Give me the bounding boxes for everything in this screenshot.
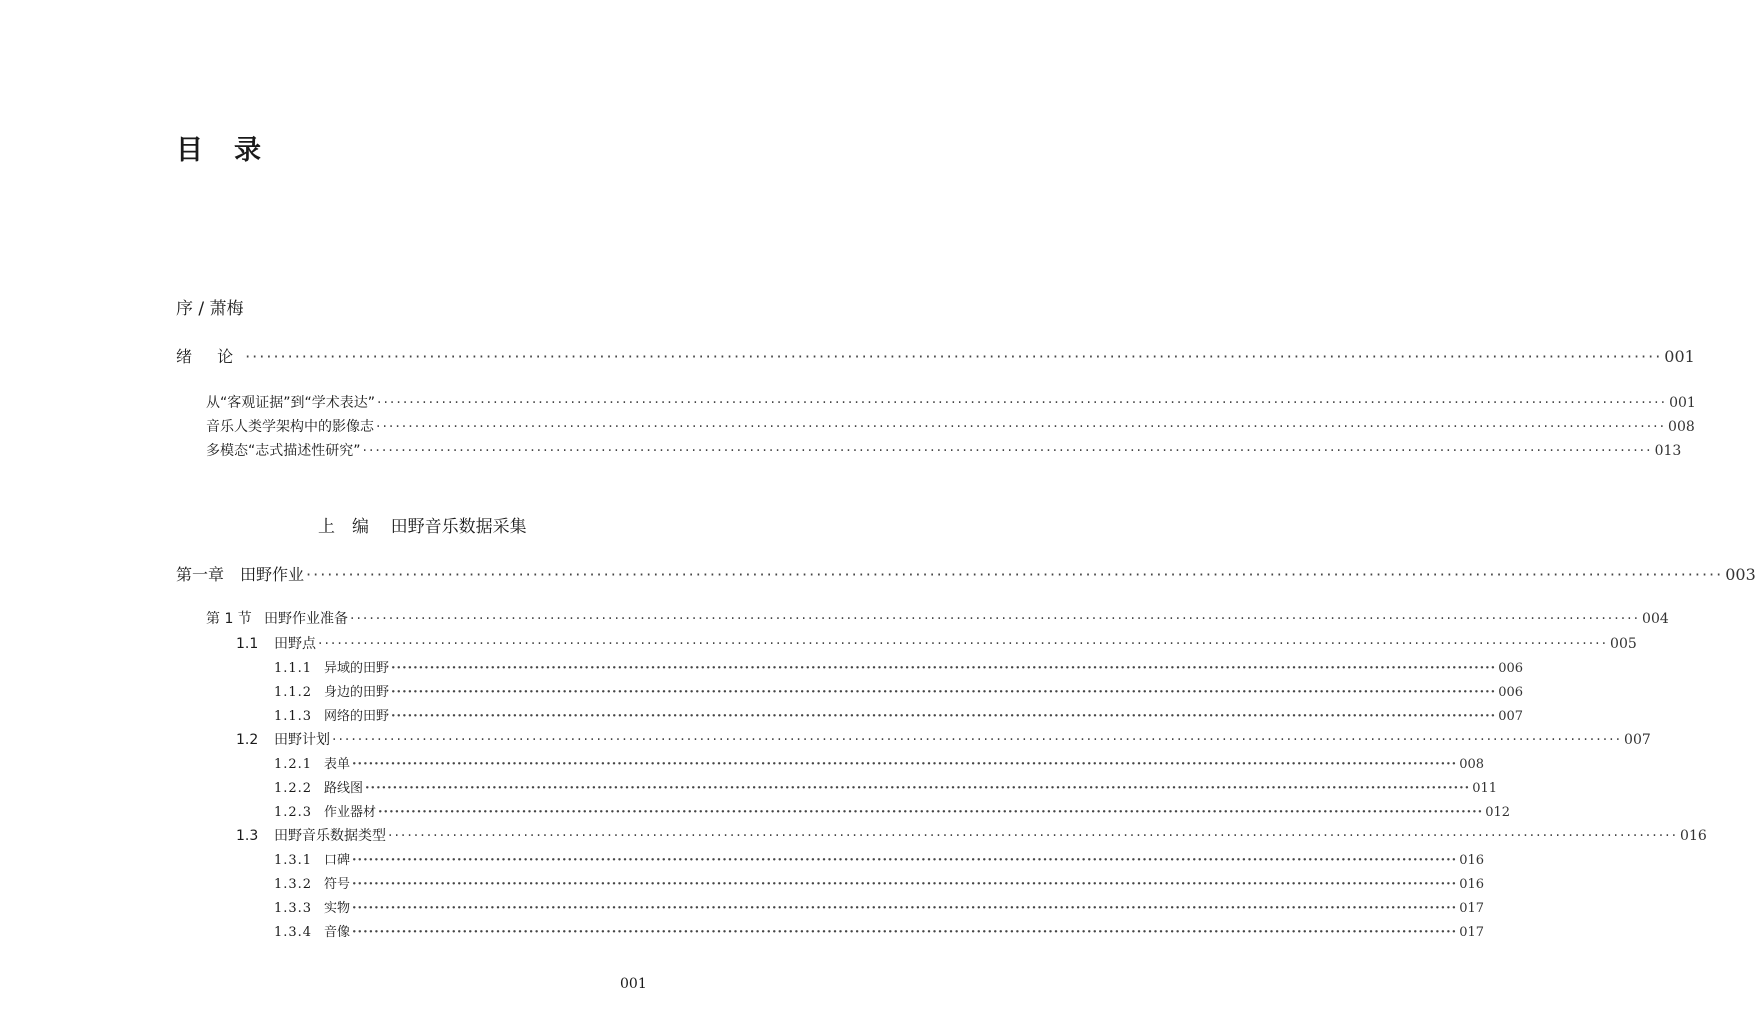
dot-leader: ········································································································································································································	[352, 925, 1458, 940]
subsection-title: 田野音乐数据类型	[274, 828, 386, 844]
toc-entry-page: 016	[1459, 877, 1485, 892]
item-number: 1.2.2	[274, 781, 313, 796]
toc-entry-item[interactable]	[274, 849, 1485, 868]
toc-entry-intro[interactable]	[176, 344, 1695, 367]
toc-entry-page: 008	[1668, 419, 1695, 435]
toc-entry-section[interactable]	[206, 608, 1669, 628]
item-title: 网络的田野	[324, 709, 390, 724]
dot-leader: ········································································································································································································	[376, 419, 1667, 435]
dot-leader: ········································································································································································································	[365, 781, 1471, 796]
toc-entry-item[interactable]	[274, 681, 1524, 700]
toc-entry-chapter[interactable]	[176, 562, 1756, 585]
item-number: 1.3.4	[274, 925, 313, 940]
toc-entry-page: 017	[1459, 925, 1485, 940]
item-title: 路线图	[324, 781, 364, 796]
page-number: 001	[620, 976, 647, 992]
subsection-number: 1.3	[236, 828, 259, 844]
toc-entry-label: 多模态“志式描述性研究”	[206, 443, 361, 459]
toc-entry-subsection[interactable]	[236, 633, 1637, 653]
item-number: 1.1.3	[274, 709, 313, 724]
dot-leader: ········································································································································································································	[350, 611, 1641, 627]
item-title: 异域的田野	[324, 661, 390, 676]
item-number: 1.1.2	[274, 685, 313, 700]
dot-leader: ········································································································································································································	[378, 805, 1484, 820]
dot-leader: ········································································································································································································	[352, 757, 1458, 772]
dot-leader: ········································································································································································································	[352, 853, 1458, 868]
dot-leader: ········································································································································································································	[391, 709, 1497, 724]
section-number: 第 1 节	[206, 611, 252, 627]
subsection-title: 田野计划	[274, 732, 330, 748]
dot-leader: ········································································································································································································	[388, 828, 1679, 844]
dot-leader: ········································································································································································································	[332, 732, 1623, 748]
item-number: 1.3.2	[274, 877, 313, 892]
dot-leader: ········································································································································································································	[352, 901, 1458, 916]
toc-entry-intro-item[interactable]	[206, 440, 1682, 460]
dot-leader: ········································································································································································································	[245, 347, 1663, 366]
toc-entry-page: 006	[1498, 661, 1524, 676]
toc-entry-page: 016	[1459, 853, 1485, 868]
dot-leader: ········································································································································································································	[391, 661, 1497, 676]
dot-leader: ········································································································································································································	[377, 395, 1668, 411]
toc-entry-page: 005	[1610, 636, 1637, 652]
subsection-number: 1.1	[236, 636, 259, 652]
subsection-title: 田野点	[274, 636, 316, 652]
item-title: 符号	[324, 877, 351, 892]
chapter-title: 田野作业	[240, 565, 305, 584]
item-number: 1.1.1	[274, 661, 313, 676]
toc-entry-page: 003	[1725, 565, 1756, 584]
toc-entry-label: 音乐人类学架构中的影像志	[206, 419, 374, 435]
toc-entry-item[interactable]	[274, 801, 1511, 820]
section-title: 田野作业准备	[264, 611, 348, 627]
toc-entry-item[interactable]	[274, 873, 1485, 892]
item-title: 作业器材	[324, 805, 377, 820]
item-title: 实物	[324, 901, 351, 916]
toc-entry-item[interactable]	[274, 921, 1485, 940]
dot-leader: ········································································································································································································	[318, 636, 1609, 652]
toc-entry-item[interactable]	[274, 897, 1485, 916]
toc-entry-item[interactable]	[274, 705, 1524, 724]
dot-leader: ········································································································································································································	[306, 565, 1724, 584]
item-number: 1.2.1	[274, 757, 313, 772]
toc-entry-item[interactable]	[274, 753, 1485, 772]
toc-entry-page: 001	[1669, 395, 1696, 411]
dot-leader: ········································································································································································································	[391, 685, 1497, 700]
toc-entry-page: 007	[1624, 732, 1651, 748]
dot-leader: ········································································································································································································	[362, 443, 1653, 459]
toc-entry-page: 016	[1680, 828, 1707, 844]
toc-entry-page: 006	[1498, 685, 1524, 700]
toc-entry-label: 绪 论	[176, 347, 244, 366]
item-title: 口碑	[324, 853, 351, 868]
page-title: 目 录	[176, 135, 263, 166]
item-number: 1.3.3	[274, 901, 313, 916]
part-label: 上 编	[318, 517, 369, 537]
toc-entry-page: 013	[1654, 443, 1682, 459]
dot-leader: ········································································································································································································	[352, 877, 1458, 892]
item-title: 音像	[324, 925, 351, 940]
toc-entry-page: 007	[1498, 709, 1524, 724]
toc-entry-page: 017	[1459, 901, 1485, 916]
toc-entry-page: 001	[1664, 347, 1695, 366]
chapter-number: 第一章	[176, 565, 225, 584]
toc-entry-item[interactable]	[274, 777, 1498, 796]
preface-entry[interactable]: 序 / 萧梅	[176, 299, 244, 319]
toc-entry-page: 004	[1642, 611, 1669, 627]
toc-entry-page: 012	[1485, 805, 1511, 820]
subsection-number: 1.2	[236, 732, 259, 748]
item-title: 身边的田野	[324, 685, 390, 700]
toc-entry-subsection[interactable]	[236, 825, 1707, 845]
part-title: 田野音乐数据采集	[390, 517, 527, 537]
toc-entry-page: 008	[1459, 757, 1485, 772]
toc-entry-intro-item[interactable]	[206, 392, 1696, 412]
toc-entry-label: 从“客观证据”到“学术表达”	[206, 395, 376, 411]
item-number: 1.3.1	[274, 853, 313, 868]
toc-entry-page: 011	[1472, 781, 1498, 796]
toc-entry-subsection[interactable]	[236, 729, 1651, 749]
toc-entry-item[interactable]	[274, 657, 1524, 676]
item-title: 表单	[324, 757, 351, 772]
toc-entry-intro-item[interactable]	[206, 416, 1695, 436]
item-number: 1.2.3	[274, 805, 313, 820]
